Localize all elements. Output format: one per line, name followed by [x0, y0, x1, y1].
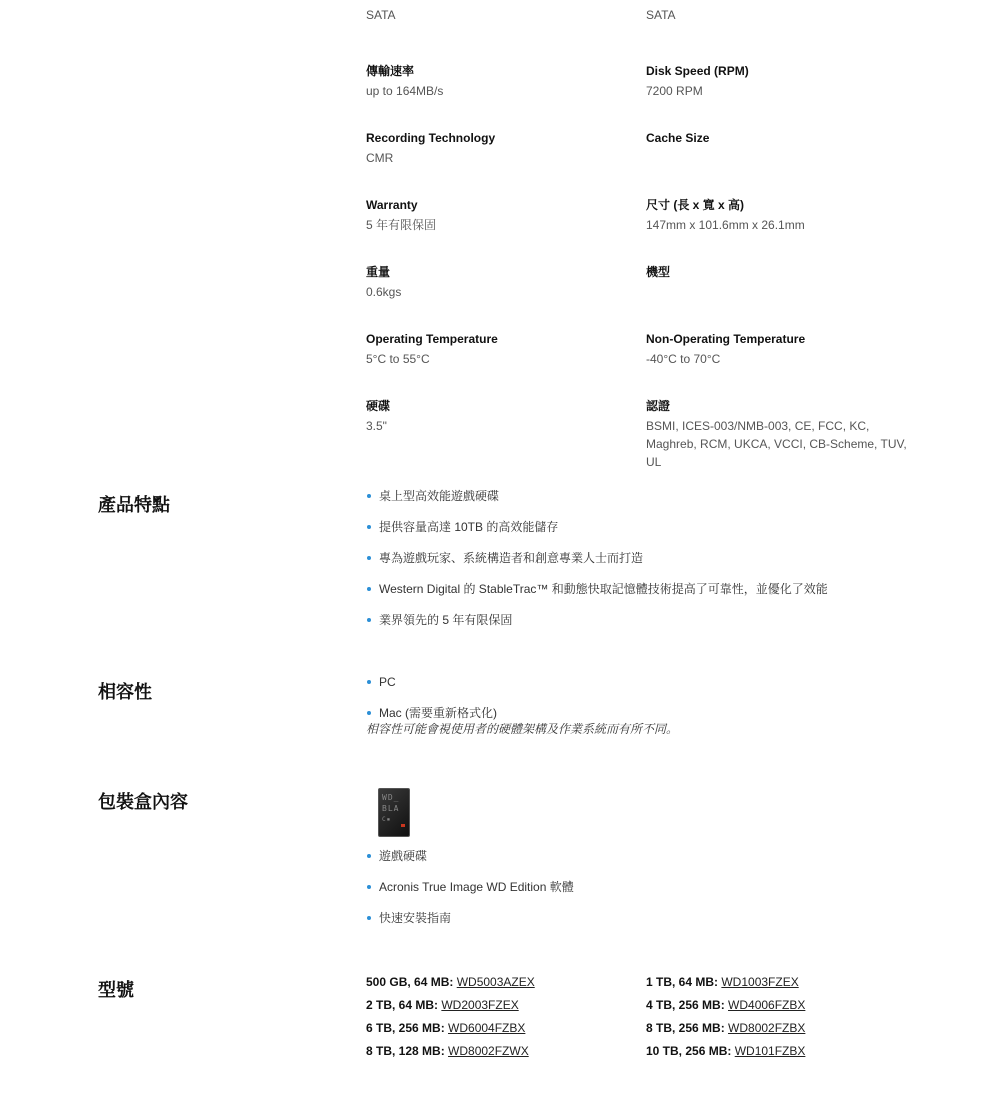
list-item: 提供容量高達 10TB 的高效能儲存 [366, 519, 828, 535]
spec-label: 尺寸 (長 x 寬 x 高) [646, 198, 745, 212]
spec-label: Operating Temperature [366, 332, 498, 346]
spec-cell [646, 264, 926, 331]
spec-cell [646, 130, 926, 197]
model-cell [646, 997, 926, 1020]
spec-cell [366, 264, 646, 331]
spec-label: 傳輸速率 [366, 64, 415, 78]
model-link[interactable]: WD4006FZBX [728, 998, 806, 1012]
model-label: 500 GB, 64 MB: [366, 975, 454, 989]
model-label: 4 TB, 256 MB: [646, 998, 725, 1012]
model-row [366, 1020, 986, 1043]
model-link[interactable]: WD8002FZWX [448, 1044, 529, 1058]
list-item: Acronis True Image WD Edition 軟體 [366, 879, 574, 895]
product-image-text: WD_ [382, 793, 400, 802]
spec-cell [366, 6, 646, 63]
spec-cell [646, 197, 926, 264]
model-cell [366, 1043, 646, 1066]
spec-row [366, 63, 966, 130]
model-cell [646, 1020, 926, 1043]
box-contents-list [366, 848, 574, 926]
model-link[interactable]: WD6004FZBX [448, 1021, 526, 1035]
spec-cell [646, 331, 926, 398]
model-link[interactable]: WD5003AZEX [456, 975, 535, 989]
model-cell [646, 974, 926, 997]
product-image-accent [401, 824, 405, 827]
spec-row [366, 197, 966, 264]
spec-label: Disk Speed (RPM) [646, 64, 749, 78]
product-image-text: C▪ [382, 816, 392, 823]
product-image-text: BLA [382, 804, 400, 813]
compatibility-title: 相容性 [98, 682, 152, 702]
features-title: 產品特點 [98, 495, 170, 515]
list-item: 快速安裝指南 [366, 910, 574, 926]
compatibility-note: 相容性可能會視使用者的硬體架構及作業系統而有所不同。 [366, 722, 679, 736]
spec-label: 機型 [646, 265, 671, 279]
spec-value: -40°C to 70°C [646, 352, 721, 366]
spec-value: 7200 RPM [646, 84, 703, 98]
spec-value: BSMI, ICES-003/NMB-003, CE, FCC, KC, Maghreb, RCM, UKCA, VCCI, CB-Scheme, TUV, UL [646, 419, 907, 469]
list-item: Western Digital 的 StableTrac™ 和動態快取記憶體技術提高了可靠性，並優化了效能 [366, 581, 828, 597]
spec-grid [366, 0, 966, 469]
list-item: 專為遊戲玩家、系統構造者和創意專業人士而打造 [366, 550, 828, 566]
model-link[interactable]: WD1003FZEX [721, 975, 799, 989]
model-link[interactable]: WD2003FZEX [441, 998, 519, 1012]
list-item: PC [366, 674, 497, 690]
product-image [378, 788, 410, 837]
model-cell [366, 974, 646, 997]
spec-cell [646, 398, 916, 469]
spec-row [366, 398, 966, 469]
spec-row [366, 130, 966, 197]
spec-label: 認證 [646, 399, 671, 413]
model-label: 2 TB, 64 MB: [366, 998, 439, 1012]
spec-value: 147mm x 101.6mm x 26.1mm [646, 218, 805, 232]
spec-row [366, 264, 966, 331]
spec-label: Recording Technology [366, 131, 496, 145]
model-label: 6 TB, 256 MB: [366, 1021, 445, 1035]
models-table [366, 974, 986, 1066]
model-row [366, 974, 986, 997]
spec-value: 3.5" [366, 419, 387, 433]
list-item: 遊戲硬碟 [366, 848, 574, 864]
list-item: 業界領先的 5 年有限保固 [366, 612, 828, 628]
model-label: 1 TB, 64 MB: [646, 975, 719, 989]
spec-cell [366, 197, 646, 264]
spec-value: SATA [646, 8, 676, 22]
spec-label: 硬碟 [366, 399, 391, 413]
spec-cell [646, 6, 926, 63]
spec-cell [366, 331, 646, 398]
models-title: 型號 [98, 980, 134, 1000]
model-cell [646, 1043, 926, 1066]
list-item: Mac (需要重新格式化) [366, 705, 497, 721]
model-link[interactable]: WD101FZBX [734, 1044, 806, 1058]
model-label: 10 TB, 256 MB: [646, 1044, 732, 1058]
model-row [366, 1043, 986, 1066]
features-list [366, 488, 828, 628]
spec-value: CMR [366, 151, 394, 165]
spec-value: 5 年有限保固 [366, 218, 437, 232]
spec-value: up to 164MB/s [366, 84, 444, 98]
spec-label: Non-Operating Temperature [646, 332, 806, 346]
spec-label: Warranty [366, 198, 418, 212]
spec-cell [366, 398, 646, 458]
spec-label: Cache Size [646, 131, 710, 145]
model-cell [366, 1020, 646, 1043]
spec-cell [366, 130, 646, 197]
spec-row [366, 331, 966, 398]
spec-cell [366, 63, 646, 130]
spec-row [366, 0, 966, 63]
model-label: 8 TB, 256 MB: [646, 1021, 725, 1035]
spec-value: 0.6kgs [366, 285, 402, 299]
spec-value: SATA [366, 8, 396, 22]
box-contents-title: 包裝盒內容 [98, 792, 188, 812]
spec-label: 重量 [366, 265, 391, 279]
model-cell [366, 997, 646, 1020]
model-link[interactable]: WD8002FZBX [728, 1021, 806, 1035]
list-item: 桌上型高效能遊戲硬碟 [366, 488, 828, 504]
model-row [366, 997, 986, 1020]
model-label: 8 TB, 128 MB: [366, 1044, 445, 1058]
compatibility-list [366, 674, 497, 721]
spec-value: 5°C to 55°C [366, 352, 430, 366]
spec-cell [646, 63, 926, 130]
